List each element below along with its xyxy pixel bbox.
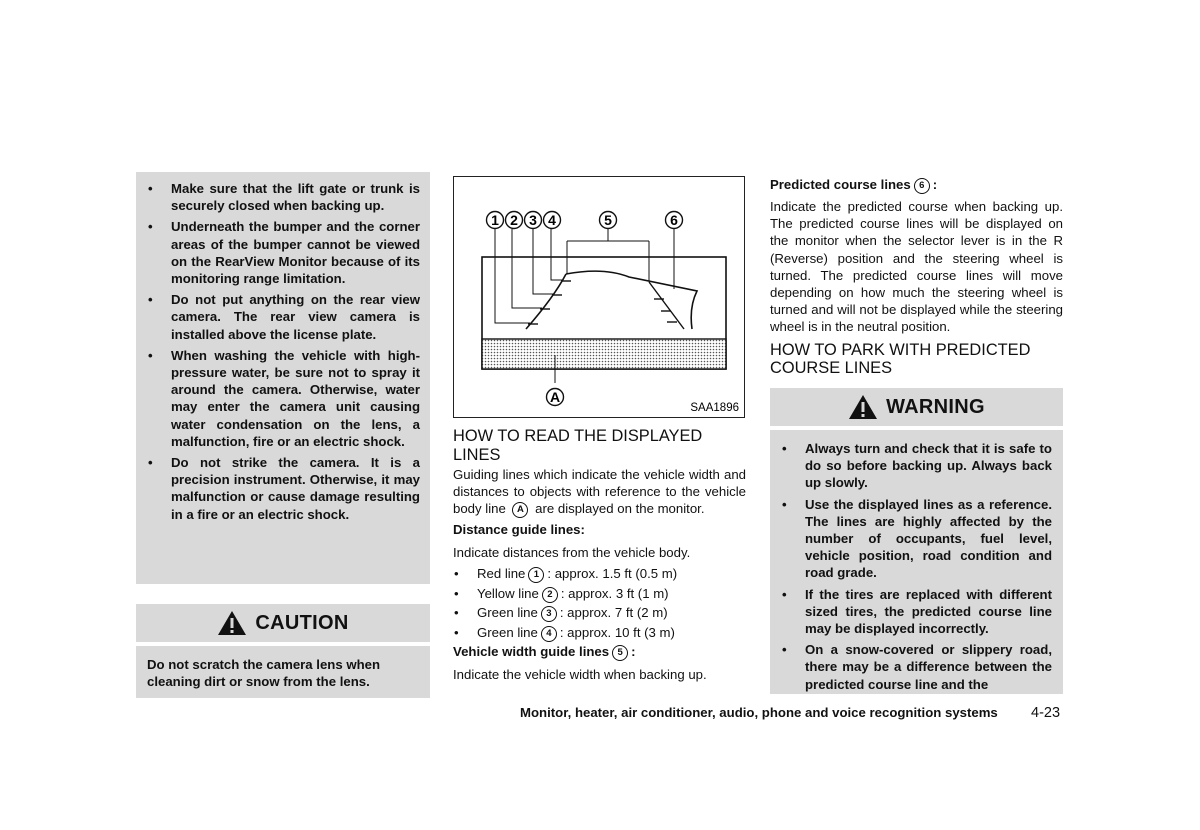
warning-item: • On a snow-covered or slippery road, there may be a difference between the predicted course line and the xyxy=(782,642,1052,692)
warning-header xyxy=(770,388,1063,426)
predicted-text: Indicate the predicted course when backing up. The predicted course lines will be displayed on the monitor when the selector lever is in the R (Reverse) position and the steering wheel is turned. The predicted course lines will move depending on how much the steering wheel is turned and will not be displayed while the steering wheel is in the neutral position. xyxy=(770,199,1063,335)
warning-item: • Always turn and check that it is safe to do so before backing up. Always back up slowly. xyxy=(782,441,1052,491)
note-item: • When washing the vehicle with high-pressure water, be sure not to spray it around the camera. Otherwise, water may enter the camera unit causing water condensation on the lens, a malfunction, fire or an electric shock. xyxy=(148,347,420,449)
figure-code: SAA1896 xyxy=(690,402,739,414)
warning-item: • Use the displayed lines as a reference. The lines are highly affected by the number of occupants, fuel level, vehicle position, road condition and road grade. xyxy=(782,496,1052,581)
intro-paragraph: Guiding lines which indicate the vehicle width and distances to objects with reference to the vehicle body line A are displayed on the monitor. xyxy=(453,467,746,517)
distance-intro: Indicate distances from the vehicle body. xyxy=(453,544,691,560)
note-item: • Do not strike the camera. It is a precision instrument. Otherwise, it may malfunction or cause damage resulting in a fire or an electric shock. xyxy=(148,455,420,522)
distance-line-item: • Yellow line 2 : approx. 3 ft (1 m) xyxy=(454,585,669,601)
callout-4-text: 4 xyxy=(548,212,556,228)
vehicle-body-area xyxy=(482,339,726,369)
predicted-course-section xyxy=(770,176,1063,378)
width-text: Indicate the vehicle width when backing up. xyxy=(453,666,707,682)
distance-line-item: • Red line 1 : approx. 1.5 ft (0.5 m) xyxy=(454,565,678,581)
caution-title: CAUTION xyxy=(255,611,349,634)
callout-2-text: 2 xyxy=(510,212,518,228)
displayed-lines-section xyxy=(453,427,746,683)
distance-line-item: • Green line 3 : approx. 7 ft (2 m) xyxy=(454,605,668,621)
warning-triangle-icon xyxy=(848,394,878,420)
callout-5-text: 5 xyxy=(604,212,612,228)
note-item: • Do not put anything on the rear view camera. The rear view camera is installed above the license plate. xyxy=(148,292,420,342)
callout-3-text: 3 xyxy=(529,212,537,228)
display-illustration xyxy=(454,177,744,417)
note-item: • Underneath the bumper and the corner areas of the bumper cannot be viewed on the RearView Monitor because of its monitoring range limitation. xyxy=(148,219,420,287)
warning-item: • If the tires are replaced with different sized tires, the predicted course line may be displayed incorrectly. xyxy=(782,586,1052,637)
body-line-marker: A xyxy=(512,502,528,518)
warning-box xyxy=(770,430,1063,694)
warning-title: WARNING xyxy=(886,395,985,418)
page-number: 4-23 xyxy=(1031,705,1061,721)
callout-1-text: 1 xyxy=(491,212,499,228)
distance-line-item: • Green line 4 : approx. 10 ft (3 m) xyxy=(454,624,675,640)
caution-text: Do not scratch the camera lens when cleaning dirt or snow from the lens. xyxy=(136,646,430,698)
warning-triangle-icon xyxy=(217,610,247,636)
callout-6-text: 6 xyxy=(670,212,678,228)
caution-header xyxy=(136,604,430,642)
section-heading: HOW TO READ THE DISPLAYED LINES xyxy=(453,427,703,464)
distance-title: Distance guide lines: xyxy=(453,522,585,538)
predicted-title: Predicted course lines 6 : xyxy=(770,177,938,192)
section-heading: HOW TO PARK WITH PREDICTED COURSE LINES xyxy=(770,340,1031,378)
camera-display-figure xyxy=(453,176,745,418)
notes-box xyxy=(136,172,430,584)
callout-a-text: A xyxy=(549,389,561,405)
width-title: Vehicle width guide lines 5 : xyxy=(453,643,636,659)
note-item: • Make sure that the lift gate or trunk is securely closed when backing up. xyxy=(148,181,420,214)
footer-section-title: Monitor, heater, air conditioner, audio, phone and voice recognition systems xyxy=(520,705,998,720)
